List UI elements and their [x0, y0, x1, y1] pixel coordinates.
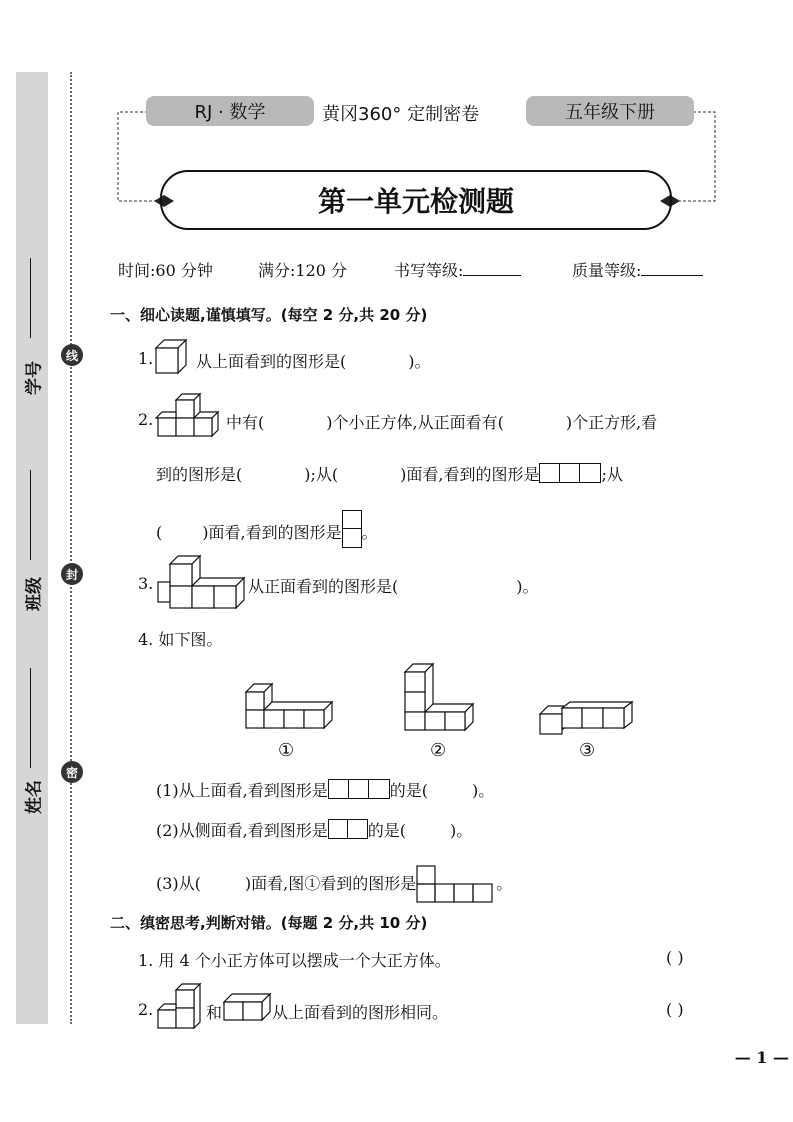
q2-number: 2.: [138, 410, 154, 429]
score-info: 满分:120 分: [258, 261, 348, 280]
q2-three-squares: [539, 463, 601, 483]
q4-sub2: (2)从侧面看,看到图形是 的是( )。: [156, 821, 473, 840]
name-label: 姓名: [24, 780, 45, 814]
time-info: 时间:60 分钟: [118, 261, 213, 280]
name-line: [30, 668, 31, 768]
q4-sub3: (3)从( )面看,图①看到的图形是 。: [156, 865, 512, 905]
q2-cube-figure: [156, 392, 228, 440]
sub3-l-shape: [416, 865, 496, 905]
q1-cube-figure: [156, 340, 196, 374]
page-number: — 1 —: [734, 1048, 789, 1067]
section1-heading: 一、细心读题,谨慎填写。(每空 2 分,共 20 分): [110, 306, 428, 324]
sub1-three-squares: [328, 779, 390, 799]
section2-heading: 二、缜密思考,判断对错。(每题 2 分,共 10 分): [110, 914, 428, 932]
sub2-two-squares: [328, 819, 368, 839]
writing-blank[interactable]: [463, 275, 521, 276]
series-name: 黄冈360° 定制密卷: [322, 104, 480, 125]
s2-q2-number: 2.: [138, 1000, 154, 1019]
q3-cube-figure: [156, 552, 248, 608]
subject-pill: RJ · 数学: [146, 96, 314, 126]
class-line: [30, 470, 31, 560]
grade-pill: 五年级下册: [526, 96, 694, 126]
q1-number: 1.: [138, 349, 154, 368]
student-id-line: [30, 258, 31, 338]
s2-q2-figure-b: [222, 992, 274, 1024]
q2-line1: 中有( )个小正方体,从正面看有( )个正方形,看: [226, 413, 658, 432]
s2-q2-answer-paren[interactable]: ( ): [666, 1000, 684, 1019]
q2-two-stacked-squares: [342, 510, 362, 548]
figure-3-label: ③: [579, 740, 596, 761]
seal-secret-badge: 密: [61, 761, 83, 783]
quality-grade: 质量等级:: [572, 258, 703, 281]
q4-text: 4. 如下图。: [138, 630, 223, 649]
s2-q2-and: 和: [206, 1003, 223, 1022]
q2-line3: ( )面看,看到的图形是 。: [156, 510, 378, 548]
class-label: 班级: [24, 577, 45, 611]
q4-sub1: (1)从上面看,看到图形是 的是( )。: [156, 781, 495, 800]
writing-grade: 书写等级:: [394, 258, 521, 281]
figure-2-label: ②: [430, 740, 447, 761]
cut-line: [70, 72, 72, 1024]
q1-text: 从上面看到的图形是( )。: [196, 352, 431, 371]
figure-2-cubes: [403, 662, 475, 732]
s2-q1-answer-paren[interactable]: ( ): [666, 948, 684, 967]
quality-blank[interactable]: [641, 275, 703, 276]
binding-strip: [16, 72, 48, 1024]
seal-line-badge: 线: [61, 344, 83, 366]
figure-1-label: ①: [278, 740, 295, 761]
q3-number: 3.: [138, 574, 154, 593]
q3-text: 从正面看到的图形是( )。: [248, 577, 539, 596]
q2-line2: 到的图形是( );从( )面看,看到的图形是 ;从: [156, 465, 623, 484]
s2-q2-text: 从上面看到的图形相同。: [272, 1003, 449, 1022]
seal-seal-badge: 封: [61, 563, 83, 585]
student-id-label: 学号: [24, 361, 45, 395]
page-title: 第一单元检测题: [160, 170, 672, 230]
s2-q2-figure-a: [156, 982, 206, 1032]
s2-q1-text: 1. 用 4 个小正方体可以摆成一个大正方体。: [138, 951, 451, 970]
figure-3-cubes: [540, 700, 636, 740]
figure-1-cubes: [244, 682, 336, 732]
